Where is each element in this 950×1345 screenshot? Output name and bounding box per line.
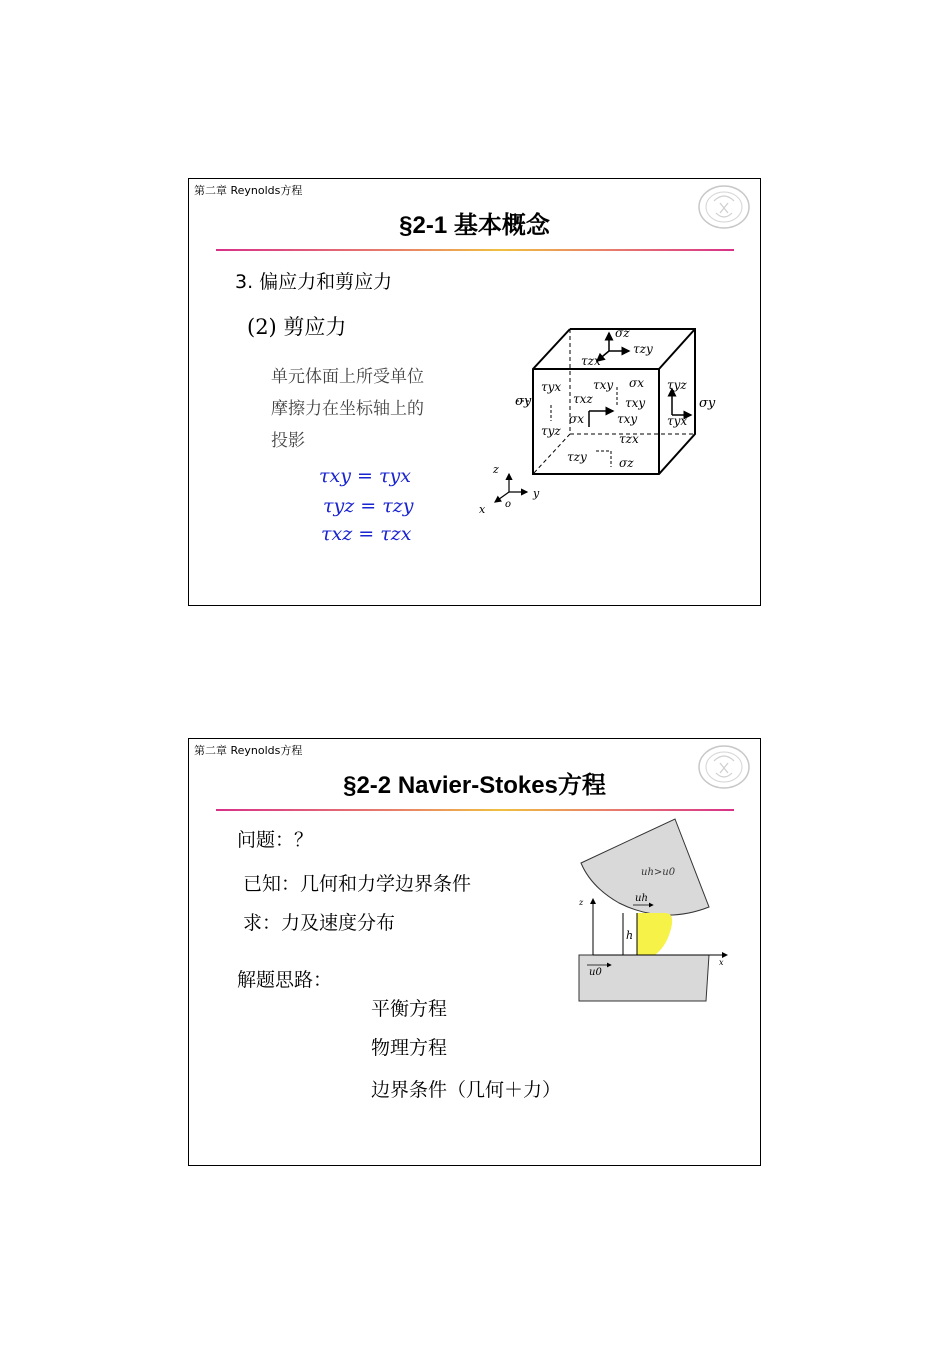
equation: τxy = τyx bbox=[319, 465, 411, 487]
approach-label: 解题思路： bbox=[237, 969, 333, 991]
axis-label: x bbox=[719, 958, 724, 967]
label: σz bbox=[619, 456, 634, 470]
question-text: 问题：？ bbox=[237, 829, 314, 851]
label: τxz bbox=[573, 392, 593, 406]
label: h bbox=[626, 929, 634, 942]
chapter-label: 第二章 Reynolds方程 bbox=[194, 184, 303, 197]
axis-label: y bbox=[533, 487, 540, 500]
cube-edge bbox=[659, 329, 695, 369]
label: τzy bbox=[567, 450, 587, 464]
label: τyx bbox=[667, 414, 688, 428]
cube-hidden-edge bbox=[533, 434, 570, 474]
label: σy bbox=[699, 396, 716, 411]
label: τzy bbox=[633, 342, 653, 356]
lower-surface bbox=[579, 955, 709, 1001]
title-divider bbox=[216, 249, 734, 251]
label: uh>u0 bbox=[641, 867, 676, 878]
label: τyz bbox=[541, 424, 561, 438]
slide-2-2 bbox=[188, 738, 761, 1166]
approach-step: 物理方程 bbox=[371, 1037, 448, 1059]
equation: τxz = τzx bbox=[321, 523, 412, 545]
axis-label: o bbox=[505, 499, 512, 510]
label: σz bbox=[615, 326, 630, 340]
label: uh bbox=[635, 893, 648, 904]
label: τzx bbox=[619, 432, 639, 446]
slide-2-1 bbox=[188, 178, 761, 606]
label: τxy bbox=[593, 378, 614, 392]
label: τyx bbox=[541, 380, 562, 394]
label: u0 bbox=[589, 967, 602, 978]
description-line: 单元体面上所受单位 bbox=[271, 367, 424, 387]
axis-label: z bbox=[579, 898, 584, 907]
label: τxy bbox=[617, 412, 638, 426]
description-line: 摩擦力在坐标轴上的 bbox=[271, 399, 424, 419]
stress-element-diagram bbox=[469, 319, 716, 519]
label: σx bbox=[569, 412, 584, 426]
description-line: 投影 bbox=[271, 431, 305, 451]
known-text: 已知：几何和力学边界条件 bbox=[243, 873, 472, 895]
equation: τyz = τzy bbox=[323, 495, 414, 517]
slide-title: §2-2 Navier-Stokes方程 bbox=[343, 772, 606, 799]
label: τyz bbox=[667, 378, 687, 392]
chapter-label: 第二章 Reynolds方程 bbox=[194, 744, 303, 757]
axis-label: z bbox=[493, 463, 499, 476]
slide-title: §2-1 基本概念 bbox=[399, 212, 550, 239]
subheading: (2) 剪应力 bbox=[247, 315, 347, 339]
approach-step: 边界条件（几何＋力） bbox=[371, 1079, 562, 1101]
section-heading: 3. 偏应力和剪应力 bbox=[235, 271, 393, 293]
lubricant-film bbox=[637, 913, 672, 955]
label: σx bbox=[629, 376, 644, 390]
find-text: 求：力及速度分布 bbox=[243, 912, 396, 934]
title-divider bbox=[216, 809, 734, 811]
label: σy bbox=[515, 394, 532, 409]
label: τzx bbox=[581, 354, 601, 368]
bearing-contact-diagram bbox=[559, 815, 749, 1015]
approach-step: 平衡方程 bbox=[371, 998, 448, 1020]
label: τxy bbox=[625, 396, 646, 410]
axis-label: x bbox=[479, 503, 486, 516]
